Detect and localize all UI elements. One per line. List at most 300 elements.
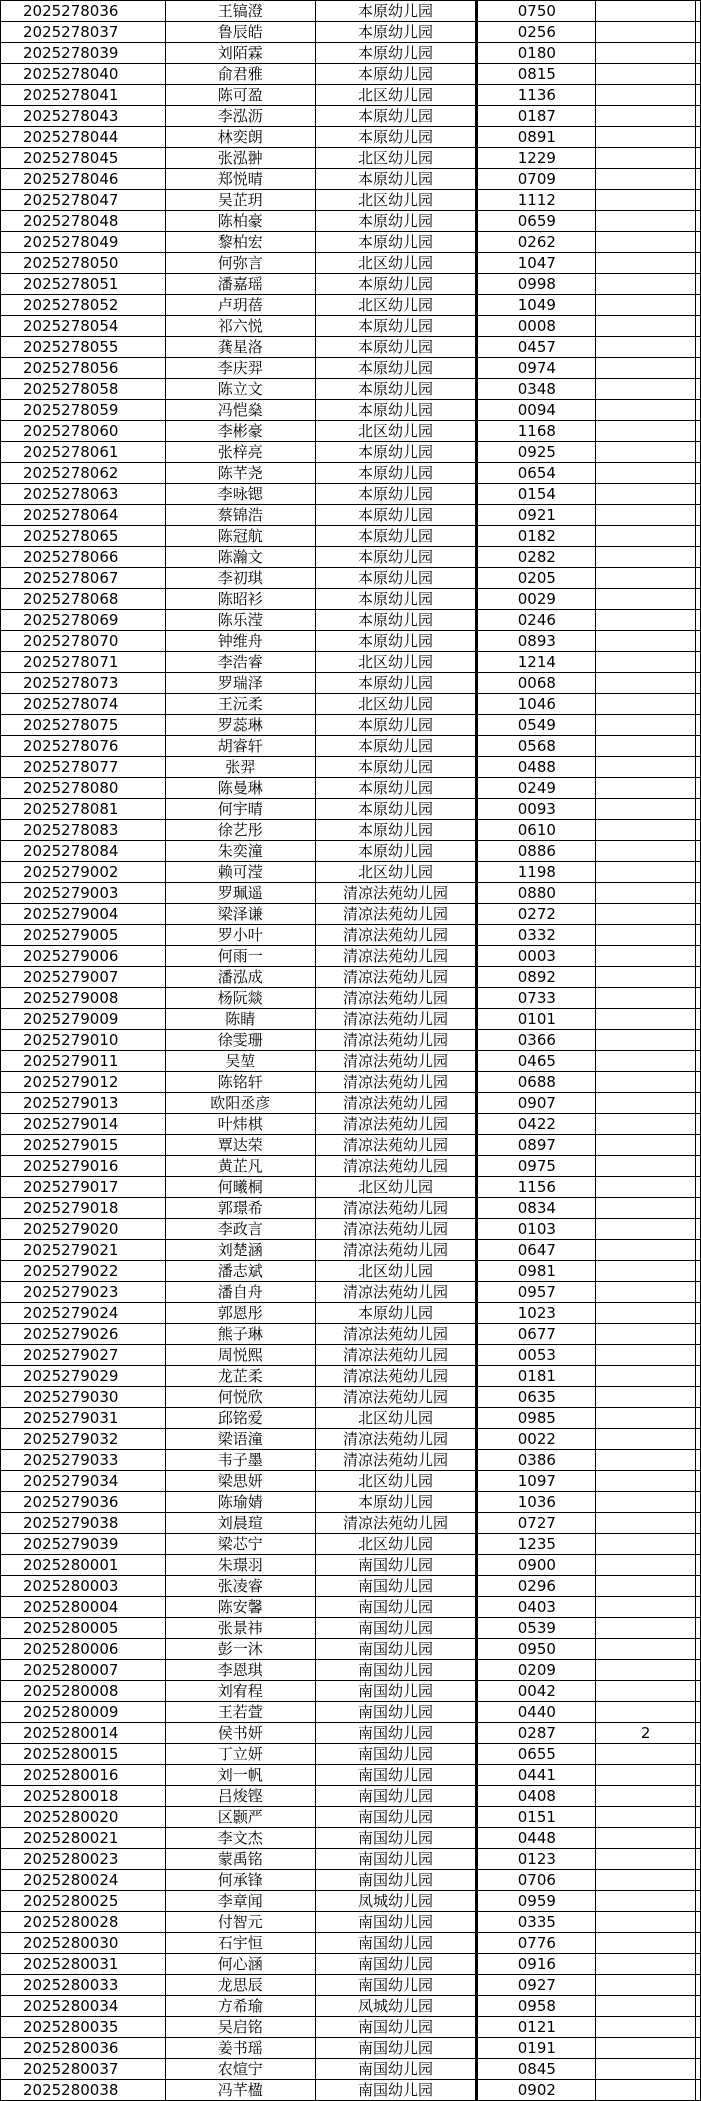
- student-name-cell: 李恩琪: [165, 1660, 315, 1681]
- table-row: [1, 1387, 701, 1408]
- blank-cell: [695, 1009, 700, 1030]
- extra-cell: [596, 337, 696, 358]
- table-row: [1, 232, 701, 253]
- student-id-cell: 2025279018: [1, 1198, 166, 1219]
- blank-cell: [695, 820, 700, 841]
- kindergarten-cell: 清凉法苑幼儿园: [315, 1072, 477, 1093]
- extra-cell: [596, 631, 696, 652]
- number-cell: 1198: [477, 862, 596, 883]
- kindergarten-cell: 清凉法苑幼儿园: [315, 925, 477, 946]
- extra-cell: [596, 1534, 696, 1555]
- number-cell: 0282: [477, 547, 596, 568]
- number-cell: 0249: [477, 778, 596, 799]
- blank-cell: [695, 1555, 700, 1576]
- kindergarten-cell: 清凉法苑幼儿园: [315, 946, 477, 967]
- kindergarten-cell: 清凉法苑幼儿园: [315, 1240, 477, 1261]
- table-row: [1, 1513, 701, 1534]
- extra-cell: [596, 1324, 696, 1345]
- extra-cell: [596, 1744, 696, 1765]
- number-cell: 1047: [477, 253, 596, 274]
- student-name-cell: 王若萱: [165, 1702, 315, 1723]
- extra-cell: [596, 820, 696, 841]
- blank-cell: [695, 1954, 700, 1975]
- number-cell: 0029: [477, 589, 596, 610]
- blank-cell: [695, 253, 700, 274]
- table-row: [1, 295, 701, 316]
- student-name-cell: 赖可滢: [165, 862, 315, 883]
- student-id-cell: 2025280018: [1, 1786, 166, 1807]
- extra-cell: [596, 1240, 696, 1261]
- student-name-cell: 林奕朗: [165, 127, 315, 148]
- number-cell: 1136: [477, 85, 596, 106]
- number-cell: 0068: [477, 673, 596, 694]
- table-row: [1, 1618, 701, 1639]
- blank-cell: [695, 1618, 700, 1639]
- table-row: [1, 190, 701, 211]
- blank-cell: [695, 463, 700, 484]
- blank-cell: [695, 1576, 700, 1597]
- table-row: [1, 1492, 701, 1513]
- student-id-cell: 2025278045: [1, 148, 166, 169]
- extra-cell: [596, 1450, 696, 1471]
- student-id-cell: 2025279029: [1, 1366, 166, 1387]
- blank-cell: [695, 1177, 700, 1198]
- extra-cell: [596, 1072, 696, 1093]
- table-row: [1, 568, 701, 589]
- student-name-cell: 陈芊尧: [165, 463, 315, 484]
- extra-cell: [596, 1786, 696, 1807]
- student-id-cell: 2025278043: [1, 106, 166, 127]
- student-id-cell: 2025278051: [1, 274, 166, 295]
- extra-cell: [596, 946, 696, 967]
- kindergarten-cell: 南国幼儿园: [315, 2038, 477, 2059]
- student-name-cell: 农煊宁: [165, 2059, 315, 2080]
- student-name-cell: 蒙禹铭: [165, 1849, 315, 1870]
- kindergarten-cell: 清凉法苑幼儿园: [315, 1051, 477, 1072]
- blank-cell: [695, 946, 700, 967]
- kindergarten-cell: 北区幼儿园: [315, 694, 477, 715]
- number-cell: 0101: [477, 1009, 596, 1030]
- table-row: [1, 1471, 701, 1492]
- student-name-cell: 张凌睿: [165, 1576, 315, 1597]
- number-cell: 0834: [477, 1198, 596, 1219]
- student-id-cell: 2025279014: [1, 1114, 166, 1135]
- student-name-cell: 张泓翀: [165, 148, 315, 169]
- table-row: [1, 484, 701, 505]
- kindergarten-cell: 南国幼儿园: [315, 1702, 477, 1723]
- kindergarten-cell: 南国幼儿园: [315, 1576, 477, 1597]
- student-id-cell: 2025278059: [1, 400, 166, 421]
- kindergarten-cell: 清凉法苑幼儿园: [315, 988, 477, 1009]
- table-row: [1, 1744, 701, 1765]
- student-name-cell: 张梓亮: [165, 442, 315, 463]
- student-name-cell: 何承锋: [165, 1870, 315, 1891]
- student-id-cell: 2025279016: [1, 1156, 166, 1177]
- kindergarten-cell: 北区幼儿园: [315, 85, 477, 106]
- kindergarten-cell: 北区幼儿园: [315, 295, 477, 316]
- student-id-cell: 2025278067: [1, 568, 166, 589]
- blank-cell: [695, 1765, 700, 1786]
- student-id-cell: 2025279030: [1, 1387, 166, 1408]
- table-row: [1, 547, 701, 568]
- student-name-cell: 陈曼琳: [165, 778, 315, 799]
- table-row: [1, 2017, 701, 2038]
- number-cell: 0386: [477, 1450, 596, 1471]
- extra-cell: [596, 1681, 696, 1702]
- student-id-cell: 2025278055: [1, 337, 166, 358]
- number-cell: 0332: [477, 925, 596, 946]
- student-id-cell: 2025278056: [1, 358, 166, 379]
- student-name-cell: 朱璟羽: [165, 1555, 315, 1576]
- extra-cell: [596, 85, 696, 106]
- student-name-cell: 李章闻: [165, 1891, 315, 1912]
- student-name-cell: 郑悦晴: [165, 169, 315, 190]
- extra-cell: [596, 43, 696, 64]
- table-row: [1, 1261, 701, 1282]
- student-id-cell: 2025278047: [1, 190, 166, 211]
- blank-cell: [695, 736, 700, 757]
- student-id-cell: 2025278044: [1, 127, 166, 148]
- kindergarten-cell: 清凉法苑幼儿园: [315, 1114, 477, 1135]
- kindergarten-cell: 南国幼儿园: [315, 1933, 477, 1954]
- kindergarten-cell: 本原幼儿园: [315, 169, 477, 190]
- number-cell: 0815: [477, 64, 596, 85]
- blank-cell: [695, 211, 700, 232]
- blank-cell: [695, 547, 700, 568]
- student-id-cell: 2025278050: [1, 253, 166, 274]
- blank-cell: [695, 1387, 700, 1408]
- number-cell: 0053: [477, 1345, 596, 1366]
- student-id-cell: 2025279017: [1, 1177, 166, 1198]
- extra-cell: [596, 673, 696, 694]
- student-id-cell: 2025280033: [1, 1975, 166, 1996]
- extra-cell: [596, 1933, 696, 1954]
- blank-cell: [695, 652, 700, 673]
- student-name-cell: 方希瑜: [165, 1996, 315, 2017]
- table-row: [1, 694, 701, 715]
- student-id-cell: 2025279022: [1, 1261, 166, 1282]
- student-name-cell: 龚星洛: [165, 337, 315, 358]
- kindergarten-cell: 清凉法苑幼儿园: [315, 904, 477, 925]
- student-id-cell: 2025278040: [1, 64, 166, 85]
- blank-cell: [695, 2059, 700, 2080]
- kindergarten-cell: 本原幼儿园: [315, 43, 477, 64]
- number-cell: 0422: [477, 1114, 596, 1135]
- table-row: [1, 127, 701, 148]
- student-id-cell: 2025279036: [1, 1492, 166, 1513]
- table-row: [1, 1156, 701, 1177]
- number-cell: 0488: [477, 757, 596, 778]
- number-cell: 0003: [477, 946, 596, 967]
- blank-cell: [695, 2017, 700, 2038]
- extra-cell: [596, 463, 696, 484]
- blank-cell: [695, 904, 700, 925]
- blank-cell: [695, 400, 700, 421]
- student-id-cell: 2025279013: [1, 1093, 166, 1114]
- blank-cell: [695, 673, 700, 694]
- extra-cell: [596, 547, 696, 568]
- student-name-cell: 梁泽谦: [165, 904, 315, 925]
- kindergarten-cell: 北区幼儿园: [315, 148, 477, 169]
- kindergarten-cell: 本原幼儿园: [315, 505, 477, 526]
- number-cell: 0568: [477, 736, 596, 757]
- kindergarten-cell: 本原幼儿园: [315, 1492, 477, 1513]
- kindergarten-cell: 本原幼儿园: [315, 547, 477, 568]
- student-name-cell: 李彬豪: [165, 421, 315, 442]
- kindergarten-cell: 本原幼儿园: [315, 820, 477, 841]
- extra-cell: [596, 1429, 696, 1450]
- table-row: [1, 925, 701, 946]
- table-row: [1, 526, 701, 547]
- number-cell: 0845: [477, 2059, 596, 2080]
- student-id-cell: 2025280008: [1, 1681, 166, 1702]
- extra-cell: [596, 379, 696, 400]
- kindergarten-cell: 本原幼儿园: [315, 526, 477, 547]
- number-cell: 0246: [477, 610, 596, 631]
- number-cell: 0182: [477, 526, 596, 547]
- extra-cell: [596, 1597, 696, 1618]
- student-id-cell: 2025279011: [1, 1051, 166, 1072]
- kindergarten-cell: 北区幼儿园: [315, 1534, 477, 1555]
- table-row: [1, 316, 701, 337]
- student-id-cell: 2025278064: [1, 505, 166, 526]
- extra-cell: [596, 169, 696, 190]
- blank-cell: [695, 1282, 700, 1303]
- blank-cell: [695, 1, 700, 22]
- student-id-cell: 2025278075: [1, 715, 166, 736]
- student-name-cell: 刘晨瑄: [165, 1513, 315, 1534]
- table-row: [1, 1366, 701, 1387]
- table-row: [1, 631, 701, 652]
- extra-cell: [596, 442, 696, 463]
- kindergarten-cell: 清凉法苑幼儿园: [315, 1366, 477, 1387]
- table-row: [1, 988, 701, 1009]
- kindergarten-cell: 清凉法苑幼儿园: [315, 1030, 477, 1051]
- blank-cell: [695, 421, 700, 442]
- kindergarten-cell: 本原幼儿园: [315, 274, 477, 295]
- number-cell: 0448: [477, 1828, 596, 1849]
- student-id-cell: 2025280003: [1, 1576, 166, 1597]
- number-cell: 0103: [477, 1219, 596, 1240]
- extra-cell: [596, 1114, 696, 1135]
- number-cell: 0408: [477, 1786, 596, 1807]
- blank-cell: [695, 274, 700, 295]
- kindergarten-cell: 本原幼儿园: [315, 1303, 477, 1324]
- table-row: [1, 715, 701, 736]
- student-id-cell: 2025278080: [1, 778, 166, 799]
- blank-cell: [695, 295, 700, 316]
- table-row: [1, 652, 701, 673]
- student-id-cell: 2025279021: [1, 1240, 166, 1261]
- number-cell: 0974: [477, 358, 596, 379]
- student-name-cell: 卢玥蓓: [165, 295, 315, 316]
- student-id-cell: 2025280031: [1, 1954, 166, 1975]
- blank-cell: [695, 1324, 700, 1345]
- number-cell: 0465: [477, 1051, 596, 1072]
- table-row: [1, 1660, 701, 1681]
- blank-cell: [695, 1639, 700, 1660]
- table-row: [1, 1765, 701, 1786]
- blank-cell: [695, 1870, 700, 1891]
- number-cell: 1229: [477, 148, 596, 169]
- student-id-cell: 2025278068: [1, 589, 166, 610]
- blank-cell: [695, 232, 700, 253]
- student-id-cell: 2025278070: [1, 631, 166, 652]
- extra-cell: [596, 652, 696, 673]
- blank-cell: [695, 757, 700, 778]
- blank-cell: [695, 1996, 700, 2017]
- student-name-cell: 龙芷柔: [165, 1366, 315, 1387]
- number-cell: 0151: [477, 1807, 596, 1828]
- extra-cell: [596, 1030, 696, 1051]
- student-id-cell: 2025278073: [1, 673, 166, 694]
- extra-cell: [596, 736, 696, 757]
- kindergarten-cell: 清凉法苑幼儿园: [315, 1345, 477, 1366]
- table-row: [1, 673, 701, 694]
- blank-cell: [695, 1219, 700, 1240]
- blank-cell: [695, 1450, 700, 1471]
- table-row: [1, 421, 701, 442]
- extra-cell: [596, 778, 696, 799]
- student-id-cell: 2025278049: [1, 232, 166, 253]
- student-id-cell: 2025278076: [1, 736, 166, 757]
- student-name-cell: 吴启铭: [165, 2017, 315, 2038]
- extra-cell: [596, 1471, 696, 1492]
- student-name-cell: 覃达荣: [165, 1135, 315, 1156]
- blank-cell: [695, 1135, 700, 1156]
- student-id-cell: 2025279002: [1, 862, 166, 883]
- extra-cell: [596, 1282, 696, 1303]
- student-id-cell: 2025278058: [1, 379, 166, 400]
- student-id-cell: 2025279004: [1, 904, 166, 925]
- extra-cell: [596, 1996, 696, 2017]
- extra-cell: [596, 1576, 696, 1597]
- kindergarten-cell: 南国幼儿园: [315, 1807, 477, 1828]
- student-name-cell: 龙思辰: [165, 1975, 315, 1996]
- number-cell: 0959: [477, 1891, 596, 1912]
- student-id-cell: 2025280015: [1, 1744, 166, 1765]
- student-id-cell: 2025278054: [1, 316, 166, 337]
- student-id-cell: 2025280024: [1, 1870, 166, 1891]
- number-cell: 0093: [477, 799, 596, 820]
- student-name-cell: 潘泓成: [165, 967, 315, 988]
- student-name-cell: 李咏锶: [165, 484, 315, 505]
- student-name-cell: 何雨一: [165, 946, 315, 967]
- extra-cell: [596, 862, 696, 883]
- student-id-cell: 2025279032: [1, 1429, 166, 1450]
- student-name-cell: 韦子墨: [165, 1450, 315, 1471]
- blank-cell: [695, 1240, 700, 1261]
- number-cell: 0907: [477, 1093, 596, 1114]
- number-cell: 0123: [477, 1849, 596, 1870]
- extra-cell: [596, 232, 696, 253]
- number-cell: 1036: [477, 1492, 596, 1513]
- table-row: [1, 883, 701, 904]
- student-id-cell: 2025280009: [1, 1702, 166, 1723]
- kindergarten-cell: 本原幼儿园: [315, 778, 477, 799]
- blank-cell: [695, 1597, 700, 1618]
- blank-cell: [695, 1660, 700, 1681]
- number-cell: 0022: [477, 1429, 596, 1450]
- blank-cell: [695, 106, 700, 127]
- student-name-cell: 黎柏宏: [165, 232, 315, 253]
- number-cell: 0998: [477, 274, 596, 295]
- student-name-cell: 彭一沐: [165, 1639, 315, 1660]
- blank-cell: [695, 379, 700, 400]
- student-name-cell: 张景祎: [165, 1618, 315, 1639]
- student-id-cell: 2025278048: [1, 211, 166, 232]
- kindergarten-cell: 南国幼儿园: [315, 1744, 477, 1765]
- kindergarten-cell: 清凉法苑幼儿园: [315, 1198, 477, 1219]
- blank-cell: [695, 862, 700, 883]
- blank-cell: [695, 1345, 700, 1366]
- blank-cell: [695, 1723, 700, 1744]
- number-cell: 0647: [477, 1240, 596, 1261]
- student-name-cell: 刘一帆: [165, 1765, 315, 1786]
- student-name-cell: 张羿: [165, 757, 315, 778]
- kindergarten-cell: 清凉法苑幼儿园: [315, 1450, 477, 1471]
- extra-cell: [596, 526, 696, 547]
- student-name-cell: 陈安馨: [165, 1597, 315, 1618]
- student-name-cell: 徐艺彤: [165, 820, 315, 841]
- kindergarten-cell: 凤城幼儿园: [315, 1996, 477, 2017]
- kindergarten-cell: 南国幼儿园: [315, 1723, 477, 1744]
- blank-cell: [695, 85, 700, 106]
- kindergarten-cell: 南国幼儿园: [315, 2059, 477, 2080]
- extra-cell: [596, 22, 696, 43]
- extra-cell: [596, 1303, 696, 1324]
- kindergarten-cell: 本原幼儿园: [315, 463, 477, 484]
- number-cell: 0921: [477, 505, 596, 526]
- table-row: [1, 43, 701, 64]
- extra-cell: [596, 484, 696, 505]
- number-cell: 0187: [477, 106, 596, 127]
- student-name-cell: 冯芊楹: [165, 2080, 315, 2101]
- student-id-cell: 2025279033: [1, 1450, 166, 1471]
- blank-cell: [695, 358, 700, 379]
- kindergarten-cell: 清凉法苑幼儿园: [315, 1156, 477, 1177]
- student-name-cell: 石宇恒: [165, 1933, 315, 1954]
- kindergarten-cell: 北区幼儿园: [315, 190, 477, 211]
- extra-cell: [596, 568, 696, 589]
- table-row: [1, 2080, 701, 2101]
- table-row: [1, 1114, 701, 1135]
- table-row: [1, 211, 701, 232]
- number-cell: 1046: [477, 694, 596, 715]
- student-id-cell: 2025278077: [1, 757, 166, 778]
- extra-cell: [596, 1492, 696, 1513]
- student-name-cell: 陈立文: [165, 379, 315, 400]
- student-name-cell: 朱奕潼: [165, 841, 315, 862]
- number-cell: 0893: [477, 631, 596, 652]
- student-id-cell: 2025280021: [1, 1828, 166, 1849]
- extra-cell: [596, 883, 696, 904]
- student-id-cell: 2025278037: [1, 22, 166, 43]
- blank-cell: [695, 967, 700, 988]
- extra-cell: [596, 316, 696, 337]
- table-row: [1, 1702, 701, 1723]
- blank-cell: [695, 1744, 700, 1765]
- blank-cell: [695, 1975, 700, 1996]
- student-id-cell: 2025279005: [1, 925, 166, 946]
- number-cell: 0892: [477, 967, 596, 988]
- extra-cell: [596, 1219, 696, 1240]
- student-name-cell: 黄芷凡: [165, 1156, 315, 1177]
- kindergarten-cell: 本原幼儿园: [315, 316, 477, 337]
- student-name-cell: 胡睿轩: [165, 736, 315, 757]
- number-cell: 0154: [477, 484, 596, 505]
- student-name-cell: 吕焌铿: [165, 1786, 315, 1807]
